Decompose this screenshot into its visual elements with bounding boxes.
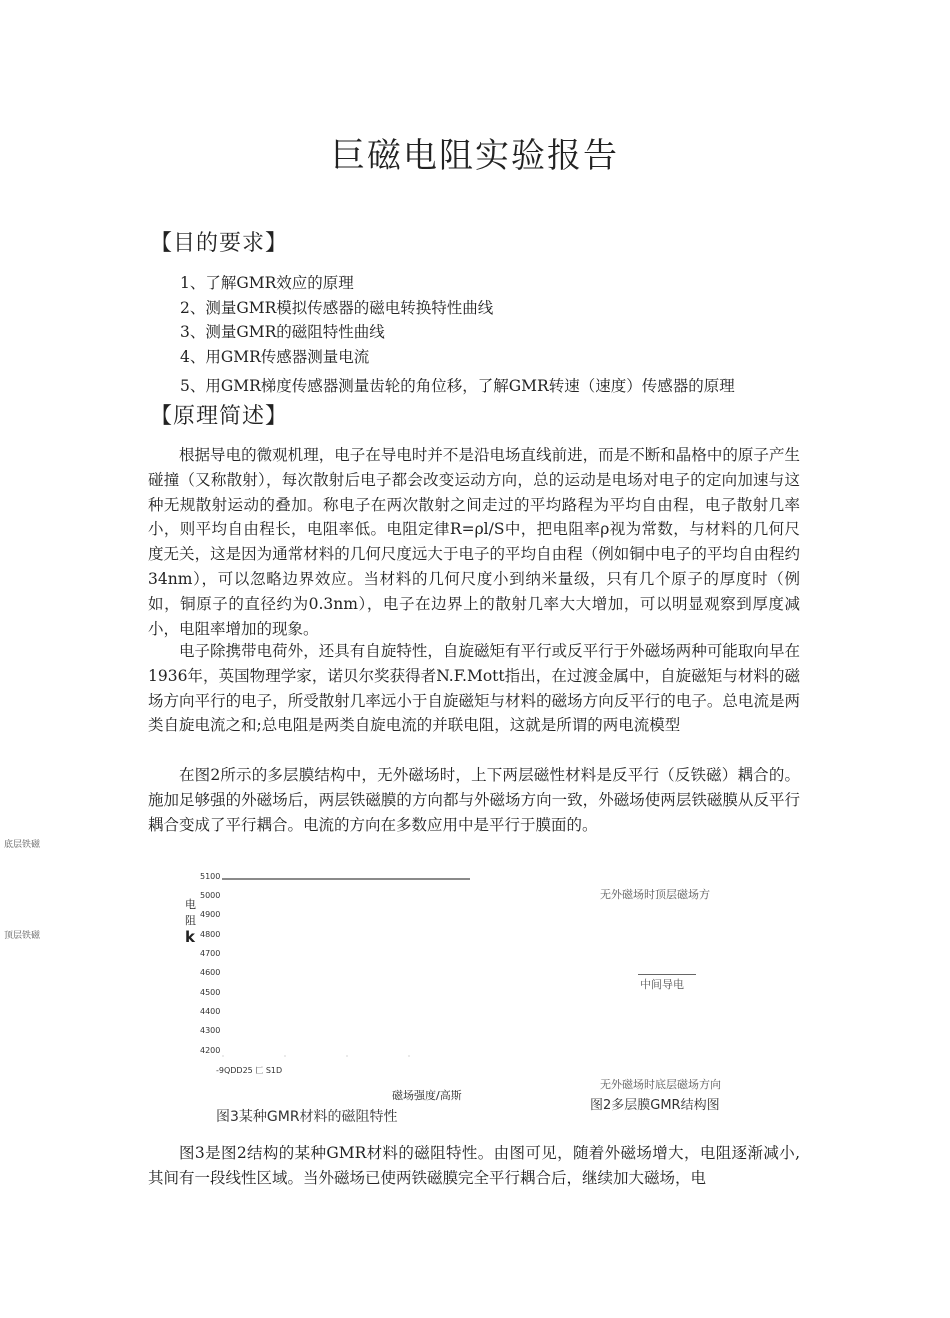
fig2-middle-layer bbox=[638, 974, 696, 975]
fig2-middle-label: 中间导电 bbox=[640, 978, 684, 991]
section-heading-principle: 【原理简述】 bbox=[150, 404, 289, 429]
principle-paragraph: 电子除携带电荷外，还具有自旋特性，自旋磁矩有平行或反平行于外磁场两种可能取向早在1936年，英国物理学家，诺贝尔奖获得者N.F.Mott指出，在过渡金属中，自旋磁矩与材料的磁场方向平行的电子，所受散射几率远小于自旋磁矩与材料的磁场方向反平行的电子。总电流是两类自旋电流之和;总电阻是两类自旋电流的并联电阻，这就是所谓的两电流模型 bbox=[148, 642, 800, 735]
y-tick-label: 4800 bbox=[200, 930, 221, 939]
page-title: 巨磁电阻实验报告 bbox=[331, 136, 619, 176]
principle-paragraph: 根据导电的微观机理，电子在导电时并不是沿电场直线前进，而是不断和晶格中的原子产生碰撞（又称散射），每次散射后电子都会改变运动方向，总的运动是电场对电子的定向加速与这种无规散射运动的叠加。称电子在两次散射之间走过的平均路程为平均自由程，电子散射几率小，则平均自由程长，电阻率低。电阻定律R=ρl/S中，把电阻率ρ视为常数，与材料的几何尺度无关，这是因为通常材料的几何尺度远大于电子的平均自由程（例如铜中电子的平均自由程约34nm），可以忽略边界效应。当材料的几何尺度小到纳米量级，只有几个原子的厚度时（例如，铜原子的直径约为0.3nm），电子在边界上的散射几率大大增加，可以明显观察到厚度减小，电阻率增加的现象。 bbox=[148, 446, 800, 638]
y-tick-label: 4200 bbox=[200, 1046, 221, 1055]
objective-item: 1、了解GMR效应的原理 bbox=[180, 274, 354, 292]
fig2-top-label: 无外磁场时顶层磁场方 bbox=[600, 888, 710, 901]
fig2-bottom-label: 无外磁场时底层磁场方向 bbox=[600, 1078, 721, 1091]
objective-item: 2、测量GMR模拟传感器的磁电转换特性曲线 bbox=[180, 299, 494, 317]
y-tick-label: 4900 bbox=[200, 910, 221, 919]
fig3-ylabel: 电 bbox=[185, 898, 196, 911]
y-tick-label: 4500 bbox=[200, 988, 221, 997]
y-tick-label: 4700 bbox=[200, 949, 221, 958]
fig3-ylabel: k bbox=[185, 928, 195, 946]
x-tick-label: -9QDD25 匚 S1D bbox=[216, 1066, 283, 1075]
y-tick-label: 4300 bbox=[200, 1026, 221, 1035]
y-tick-label: 5000 bbox=[200, 891, 221, 900]
principle-paragraph: 在图2所示的多层膜结构中，无外磁场时，上下两层磁性材料是反平行（反铁磁）耦合的。施加足够强的外磁场后，两层铁磁膜的方向都与外磁场方向一致，外磁场使两层铁磁膜从反平行耦合变成了平行耦合。电流的方向在多数应用中是平行于膜面的。 bbox=[148, 766, 800, 834]
fig3-chart bbox=[180, 868, 500, 1125]
y-tick-label: 4600 bbox=[200, 968, 221, 977]
objective-item: 3、测量GMR的磁阻特性曲线 bbox=[180, 323, 385, 341]
margin-label: 底层铁磁 bbox=[4, 840, 41, 850]
section-heading-objectives: 【目的要求】 bbox=[150, 231, 289, 256]
y-tick-label: 5100 bbox=[200, 872, 221, 881]
after-figure-paragraph: 图3是图2结构的某种GMR材料的磁阻特性。由图可见，随着外磁场增大，电阻逐渐减小,其间有一段线性区域。当外磁场已使两铁磁膜完全平行耦合后，继续加大磁场，电 bbox=[148, 1144, 800, 1187]
objective-item: 5、用GMR梯度传感器测量齿轮的角位移，了解GMR转速（速度）传感器的原理 bbox=[180, 377, 735, 395]
fig2-diagram bbox=[580, 880, 780, 1113]
margin-label: 顶层铁磁 bbox=[4, 931, 41, 941]
fig3-caption: 图3某种GMR材料的磁阻特性 bbox=[216, 1109, 398, 1125]
objective-item: 4、用GMR传感器测量电流 bbox=[180, 348, 370, 366]
fig3-xlabel: 磁场强度/高斯 bbox=[392, 1089, 462, 1102]
fig3-plot-area bbox=[180, 868, 500, 1068]
fig3-ylabel: 阻 bbox=[185, 914, 196, 927]
y-tick-label: 4400 bbox=[200, 1007, 221, 1016]
fig2-caption: 图2多层膜GMR结构图 bbox=[590, 1098, 720, 1113]
